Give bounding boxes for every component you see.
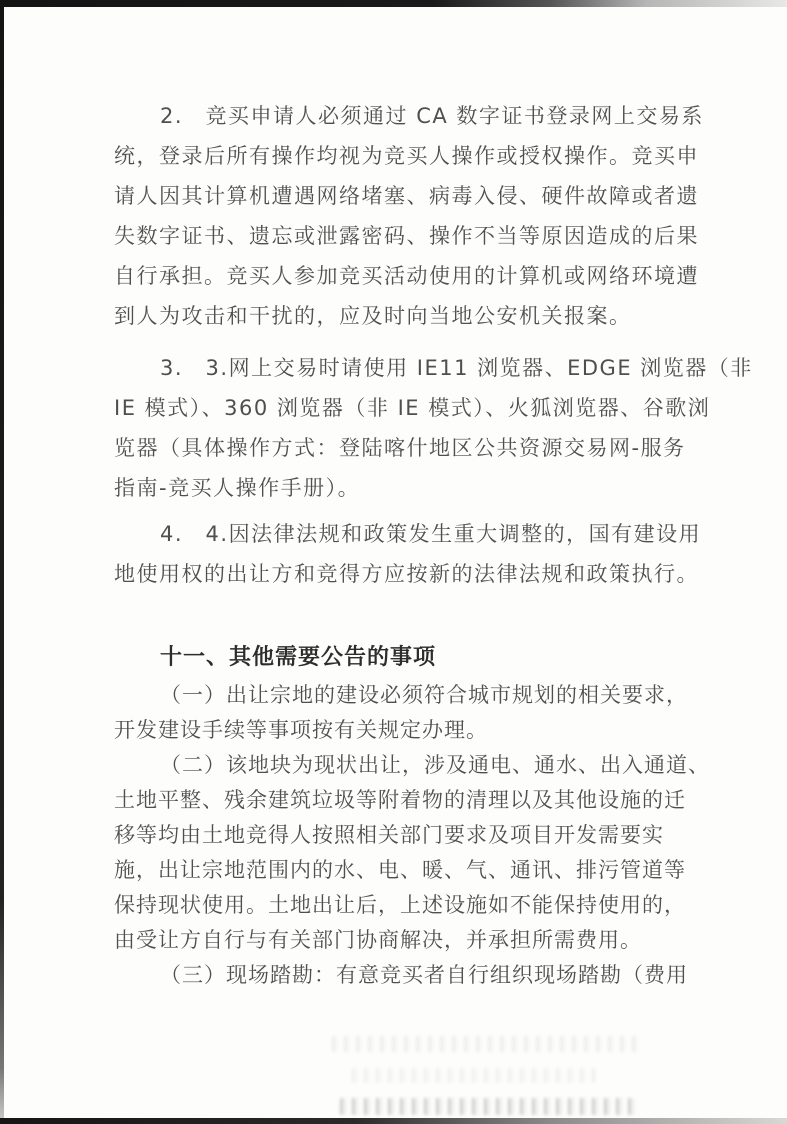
section-heading: 十一、其他需要公告的事项 xyxy=(160,645,437,670)
paragraph-4 xyxy=(114,514,702,594)
paragraph-2 xyxy=(114,96,704,336)
text-line: 4. 4.因法律法规和政策发生重大调整的，国有建设用 xyxy=(160,522,702,546)
text-line: 由受让方自行与有关部门协商解决，并承担所需费用。 xyxy=(114,928,642,952)
bleedthrough-artifact xyxy=(340,1098,640,1115)
scan-edge-top xyxy=(0,0,787,7)
text-line: 3. 3.网上交易时请使用 IE11 浏览器、EDGE 浏览器（非 xyxy=(160,356,753,380)
text-line: 请人因其计算机遭遇网络堵塞、病毒入侵、硬件故障或者遗 xyxy=(114,184,699,208)
scan-edge-bottom xyxy=(0,1118,787,1124)
section-body xyxy=(114,678,710,993)
text-line: 览器（具体操作方式：登陆喀什地区公共资源交易网-服务 xyxy=(114,436,686,460)
text-line: 统，登录后所有操作均视为竞买人操作或授权操作。竞买申 xyxy=(114,144,699,168)
text-line: 自行承担。竞买人参加竞买活动使用的计算机或网络环境遭 xyxy=(114,264,699,288)
item-3 xyxy=(114,958,688,993)
text-line: 保持现状使用。土地出让后，上述设施如不能保持使用的， xyxy=(114,893,686,917)
document-page xyxy=(114,96,753,993)
text-line: （一）出让宗地的建设必须符合城市规划的相关要求， xyxy=(160,683,688,707)
text-line: （三）现场踏勘：有意竞买者自行组织现场踏勘（费用 xyxy=(160,963,688,987)
text-line: 失数字证书、遗忘或泄露密码、操作不当等原因造成的后果 xyxy=(114,224,699,248)
text-line: 到人为攻击和干扰的，应及时向当地公安机关报案。 xyxy=(114,304,632,328)
text-line: 移等均由土地竞得人按照相关部门要求及项目开发需要实 xyxy=(114,823,664,847)
text-line: 指南-竞买人操作手册）。 xyxy=(114,476,361,500)
text-line: 施，出让宗地范围内的水、电、暖、气、通讯、排污管道等 xyxy=(114,858,686,882)
text-line: 2. 竞买申请人必须通过 CA 数字证书登录网上交易系 xyxy=(160,104,704,128)
item-2 xyxy=(114,748,710,958)
item-1 xyxy=(114,678,688,748)
bleedthrough-artifact xyxy=(332,1036,638,1052)
text-line: 地使用权的出让方和竞得方应按新的法律法规和政策执行。 xyxy=(114,562,699,586)
text-line: IE 模式）、360 浏览器（非 IE 模式）、火狐浏览器、谷歌浏 xyxy=(114,396,711,420)
bleedthrough-artifact xyxy=(352,1068,596,1083)
text-line: （二）该地块为现状出让，涉及通电、通水、出入通道、 xyxy=(160,753,710,777)
text-line: 土地平整、残余建筑垃圾等附着物的清理以及其他设施的迁 xyxy=(114,788,686,812)
paragraph-3 xyxy=(114,348,753,508)
scan-edge-left xyxy=(0,0,4,1124)
text-line: 开发建设手续等事项按有关规定办理。 xyxy=(114,718,488,742)
